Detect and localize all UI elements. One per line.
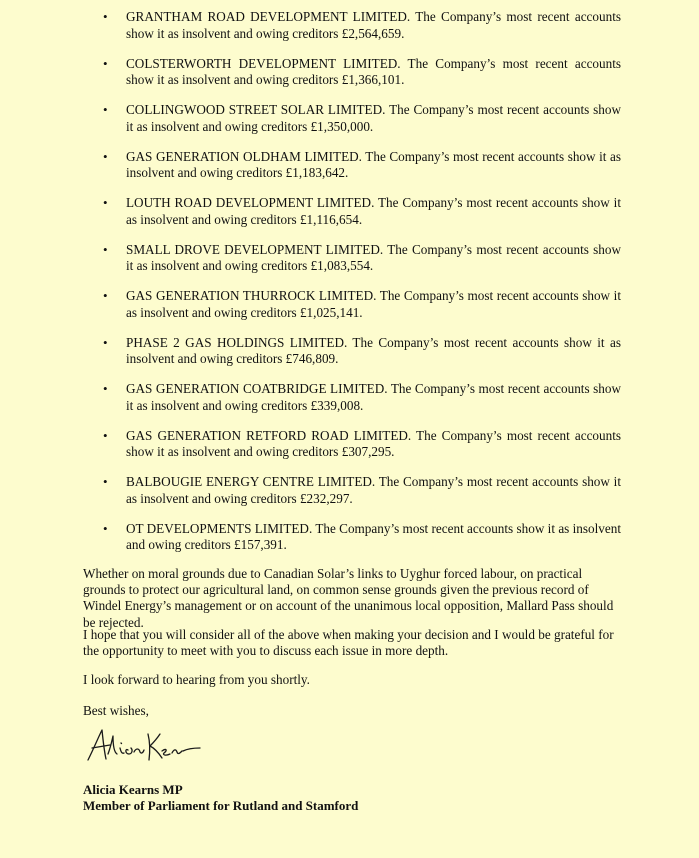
company-list-item: [0, 56, 699, 89]
company-entry-text: GAS GENERATION COATBRIDGE LIMITED. The Company’s most recent accounts show it as insolvent and owing creditors £339,008.: [126, 381, 621, 413]
bullet-icon: •: [103, 427, 108, 443]
company-entry-text: GRANTHAM ROAD DEVELOPMENT LIMITED. The Company’s most recent accounts show it as insolvent and owing creditors £2,564,659.: [126, 9, 621, 41]
handwritten-signature: [84, 726, 204, 766]
sign-off: Best wishes,: [83, 703, 149, 718]
company-list-item: [0, 474, 699, 507]
bullet-icon: •: [103, 241, 108, 257]
bullet-icon: •: [103, 195, 108, 210]
bullet-icon: •: [103, 55, 108, 71]
bullet-icon: •: [103, 148, 108, 164]
signatory-name: Alicia Kearns MP: [83, 782, 183, 797]
company-entry-text: LOUTH ROAD DEVELOPMENT LIMITED. The Company’s most recent accounts show it as insolvent and owing creditors £1,116,654.: [126, 195, 621, 227]
bullet-icon: •: [103, 288, 108, 303]
company-entry-text: COLSTERWORTH DEVELOPMENT LIMITED. The Company’s most recent accounts show it as insolvent and owing creditors £1,366,101.: [126, 55, 621, 87]
company-list-item: [0, 335, 699, 368]
insolvent-companies-list: [0, 9, 699, 567]
bullet-icon: •: [103, 334, 108, 350]
company-entry-text: GAS GENERATION THURROCK LIMITED. The Company’s most recent accounts show it as insolvent and owing creditors £1,025,141.: [126, 288, 621, 320]
company-list-item: [0, 428, 699, 461]
company-list-item: [0, 195, 699, 228]
company-entry-text: BALBOUGIE ENERGY CENTRE LIMITED. The Company’s most recent accounts show it as insolvent and owing creditors £232,297.: [126, 474, 621, 506]
conclusion-paragraph: Whether on moral grounds due to Canadian Solar’s links to Uyghur forced labour, on practical grounds to protect our agricultural land, on common sense grounds given the previous record of Windel Energy’s management or on account of the unanimous local opposition, Mallard Pass should be rejected.: [83, 566, 614, 630]
company-entry-text: PHASE 2 GAS HOLDINGS LIMITED. The Company’s most recent accounts show it as insolvent and owing creditors £746,809.: [126, 334, 621, 366]
company-entry-text: GAS GENERATION OLDHAM LIMITED. The Company’s most recent accounts show it as insolvent and owing creditors £1,183,642.: [126, 148, 621, 180]
company-entry-text: SMALL DROVE DEVELOPMENT LIMITED. The Company’s most recent accounts show it as insolvent and owing creditors £1,083,554.: [126, 241, 621, 273]
company-list-item: [0, 102, 699, 135]
company-list-item: [0, 149, 699, 182]
company-list-item: [0, 381, 699, 414]
closing-paragraph: I look forward to hearing from you shortly.: [83, 672, 310, 687]
bullet-icon: •: [103, 381, 108, 396]
company-entry-text: OT DEVELOPMENTS LIMITED. The Company’s most recent accounts show it as insolvent and owing creditors £157,391.: [126, 520, 621, 552]
bullet-icon: •: [103, 102, 108, 117]
company-list-item: [0, 242, 699, 275]
company-list-item: [0, 521, 699, 554]
bullet-icon: •: [103, 9, 108, 24]
company-entry-text: COLLINGWOOD STREET SOLAR LIMITED. The Company’s most recent accounts show it as insolvent and owing creditors £1,350,000.: [126, 102, 621, 134]
signature-strokes: [88, 730, 200, 760]
bullet-icon: •: [103, 520, 108, 536]
request-paragraph: I hope that you will consider all of the above when making your decision and I would be grateful for the opportunity to meet with you to discuss each issue in more depth.: [83, 627, 614, 659]
bullet-icon: •: [103, 474, 108, 489]
company-entry-text: GAS GENERATION RETFORD ROAD LIMITED. The Company’s most recent accounts show it as insolvent and owing creditors £307,295.: [126, 427, 621, 459]
company-list-item: [0, 9, 699, 42]
signatory-title: Member of Parliament for Rutland and Stamford: [83, 798, 359, 813]
company-list-item: [0, 288, 699, 321]
